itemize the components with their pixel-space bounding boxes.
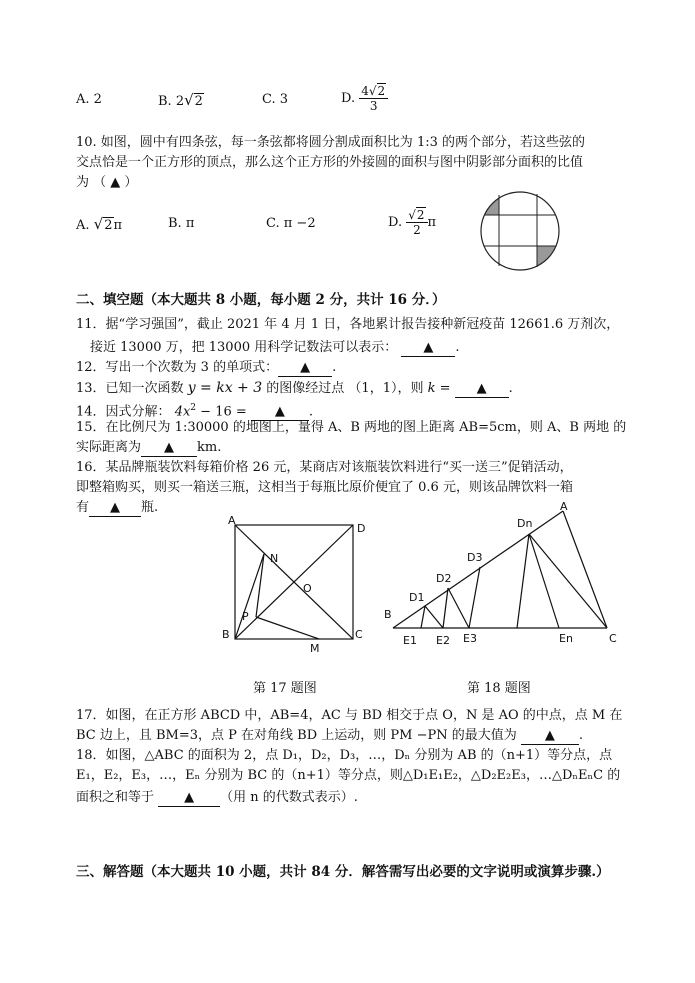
fig18-label-e2: E2 bbox=[436, 634, 450, 647]
fig17-segment-bn bbox=[235, 554, 264, 639]
section2-title: 二、填空题（本大题共 8 小题，每小题 2 分，共计 16 分．） bbox=[76, 292, 446, 308]
q11-line2-text: 接近 13000 万，把 13000 用科学记数法可以表示： bbox=[90, 340, 398, 355]
fig17-caption: 第 17 题图 bbox=[253, 681, 317, 696]
q17-line2 bbox=[76, 726, 583, 746]
q12-end: . bbox=[332, 360, 337, 375]
fig18-label-d3: D3 bbox=[467, 551, 483, 564]
q18-line3-prefix: 面积之和等于 bbox=[76, 790, 155, 805]
fig18-d1e2 bbox=[425, 606, 443, 628]
q18-line3 bbox=[76, 788, 358, 808]
q16-line3 bbox=[76, 498, 158, 518]
q10-a-rad: 2 bbox=[104, 218, 113, 233]
figure-18 bbox=[383, 498, 623, 650]
fig17-label-a: A bbox=[228, 514, 236, 527]
q14-formula-sup: 2 bbox=[190, 403, 197, 413]
fig18-label-c: C bbox=[609, 632, 617, 645]
q16-answer-blank[interactable]: ▲ bbox=[89, 500, 141, 517]
fig18-dnc bbox=[529, 534, 607, 628]
q18-line3-suffix: （用 n 的代数式表示）. bbox=[220, 790, 358, 805]
fig18-label-b: B bbox=[384, 608, 392, 621]
q10-circle bbox=[481, 192, 559, 270]
q10-line1: 10. 如图，圆中有四条弦，每一条弦都将圆分割成面积比为 1:3 的两个部分，若这些弦的 bbox=[76, 135, 585, 150]
fig18-side-ab bbox=[393, 511, 563, 628]
q17-answer-blank[interactable]: ▲ bbox=[521, 728, 579, 745]
q10-shade-br bbox=[537, 246, 565, 274]
q9-option-d-prefix: D. bbox=[341, 91, 356, 106]
q13-formula: y = kx + 3 bbox=[187, 380, 263, 396]
q12-answer-blank[interactable]: ▲ bbox=[278, 360, 332, 377]
q9-option-d-fraction: $\frac{4√2}{3}$ bbox=[359, 84, 388, 113]
q13-text2: 的图像经过点 （1，1），则 bbox=[266, 381, 424, 396]
q11-answer-blank[interactable]: ▲ bbox=[401, 340, 455, 357]
q16-line1: 16．某品牌瓶装饮料每箱价格 26 元，某商店对该瓶装饮料进行“买一送三”促销活动， bbox=[76, 460, 573, 475]
q15-line1: 15．在比例尺为 1:30000 的地图上，量得 A、B 两地的图上距离 AB=5cm，则 A、B 两地 的 bbox=[76, 420, 627, 435]
fig17-label-c: C bbox=[355, 628, 363, 641]
q10-option-c: C. π −2 bbox=[266, 216, 316, 231]
q10-option-a: A. √2π bbox=[76, 215, 123, 233]
section3-title: 三、解答题（本大题共 10 小题，共计 84 分．解答需写出必要的文字说明或演算步骤.） bbox=[76, 864, 610, 880]
q17-end: . bbox=[578, 728, 584, 743]
q11-end: . bbox=[455, 340, 460, 355]
fig17-label-n: N bbox=[270, 552, 279, 565]
q12 bbox=[76, 358, 336, 378]
fig18-d2e2 bbox=[443, 588, 448, 628]
q10-d-prefix: D. bbox=[388, 215, 403, 230]
q17-line2-text: BC 边上，且 BM=3，点 P 在对角线 BD 上运动，则 PM −PN 的最大值为 bbox=[76, 728, 517, 743]
q13 bbox=[76, 378, 513, 399]
fig18-d2e3 bbox=[448, 588, 469, 628]
q9-option-a: A. 2 bbox=[76, 92, 102, 107]
q10-circle-figure bbox=[475, 190, 565, 274]
fig17-label-o: O bbox=[303, 582, 312, 595]
q15-line2-prefix: 实际距离为 bbox=[76, 440, 142, 455]
q14-end: . bbox=[308, 404, 314, 420]
fig18-d1e1 bbox=[421, 606, 425, 628]
q9-option-b-prefix: B. 2 bbox=[158, 94, 185, 109]
q15-answer-blank[interactable]: ▲ bbox=[141, 440, 197, 457]
q10-line3: 为 （ ▲ ） bbox=[76, 175, 138, 190]
q10-d-fraction: $\frac{√2}{2}$ bbox=[406, 208, 427, 237]
q18-line2: E₁，E₂，E₃，…，Eₙ 分别为 BC 的（n+1）等分点，则△D₁E₁E₂，△D₂E₂E₃，…△DₙEₙC 的 bbox=[76, 768, 621, 783]
q9-d-den: 3 bbox=[369, 99, 378, 113]
fig17-segment-pm bbox=[256, 617, 319, 639]
q10-option-d bbox=[388, 203, 436, 243]
q9-d-num-rad: 2 bbox=[377, 84, 386, 98]
fig17-label-d: D bbox=[357, 522, 366, 535]
q14-formula-b: − 16 = bbox=[196, 404, 247, 420]
fig18-label-e1: E1 bbox=[403, 634, 417, 647]
q15-line2 bbox=[76, 438, 221, 458]
fig18-label-a: A bbox=[560, 500, 568, 513]
q9-option-b: B. 2√2 bbox=[158, 91, 203, 109]
q16-line3-prefix: 有 bbox=[76, 500, 90, 515]
q17-line1: 17．如图，在正方形 ABCD 中，AB=4，AC 与 BD 相交于点 O，N 是 AO 的中点，点 M 在 bbox=[76, 708, 623, 723]
q18-line1: 18．如图，△ABC 的面积为 2，点 D₁，D₂，D₃，…，Dₙ 分别为 AB 的（n+1）等分点，点 bbox=[76, 748, 613, 763]
q18-answer-blank[interactable]: ▲ bbox=[158, 790, 220, 807]
fig18-d3e3 bbox=[469, 567, 480, 628]
q15-line2-suffix: km. bbox=[197, 440, 222, 455]
q13-answer-blank[interactable]: ▲ bbox=[455, 381, 509, 398]
q10-a-prefix: A. bbox=[76, 218, 90, 233]
q10-option-b: B. π bbox=[168, 216, 195, 231]
q9-option-d bbox=[341, 79, 388, 119]
q10-d-den: 2 bbox=[413, 223, 421, 237]
fig17-segment-pn bbox=[256, 554, 264, 617]
figure-17 bbox=[222, 512, 374, 657]
fig18-label-e3: E3 bbox=[463, 632, 477, 645]
q14-answer-blank[interactable]: ▲ bbox=[251, 404, 309, 421]
fig18-label-dn: Dn bbox=[517, 517, 533, 530]
fig17-label-p: P bbox=[242, 610, 249, 623]
q14-formula-a: 4x bbox=[174, 404, 191, 420]
q9-d-num-coef: 4 bbox=[361, 84, 369, 98]
q16-line2: 即整箱购买，则买一箱送三瓶，这相当于每瓶比原价便宜了 0.6 元，则该品牌饮料一箱 bbox=[76, 480, 573, 495]
q10-d-num-rad: 2 bbox=[416, 208, 425, 222]
q9-option-b-radicand: 2 bbox=[194, 94, 203, 109]
fig17-label-m: M bbox=[310, 642, 320, 655]
fig18-dnen bbox=[529, 534, 559, 628]
q14-text: 14．因式分解： bbox=[76, 404, 171, 420]
q11-line1: 11．据“学习强国”，截止 2021 年 4 月 1 日，各地累计报告接种新冠疫苗 12661.6 万剂次， bbox=[76, 317, 620, 332]
q10-d-suffix: π bbox=[427, 215, 437, 230]
q11-line2 bbox=[90, 338, 460, 358]
fig18-label-en: En bbox=[559, 632, 573, 645]
q10-line2: 交点恰是一个正方形的顶点，那么这个正方形的外接圆的面积与图中阴影部分面积的比值 bbox=[76, 155, 584, 170]
fig18-caption: 第 18 题图 bbox=[467, 681, 531, 696]
q12-text: 12．写出一个次数为 3 的单项式： bbox=[76, 360, 279, 375]
fig17-label-b: B bbox=[222, 628, 230, 641]
q16-line3-suffix: 瓶. bbox=[141, 500, 159, 515]
fig18-side-ac bbox=[563, 511, 607, 628]
fig18-label-d1: D1 bbox=[409, 591, 425, 604]
q9-option-c: C. 3 bbox=[262, 92, 289, 107]
q13-end: . bbox=[508, 381, 513, 396]
q10-a-suffix: π bbox=[113, 218, 123, 233]
fig18-extra bbox=[517, 534, 529, 628]
fig18-label-d2: D2 bbox=[436, 572, 452, 585]
q13-text1: 13．已知一次函数 bbox=[76, 381, 184, 396]
q13-k: k = bbox=[427, 381, 451, 396]
